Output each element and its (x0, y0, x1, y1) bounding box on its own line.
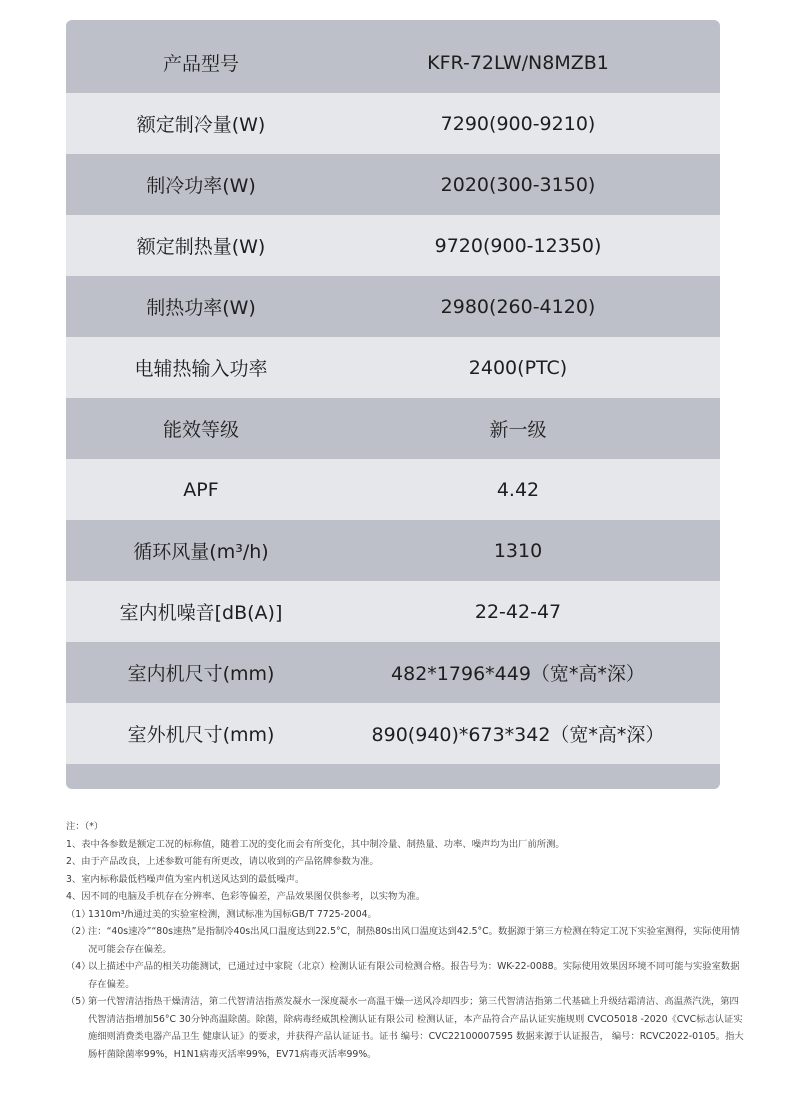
note-text: 第一代智清洁指热干燥清洁，第二代智清洁指蒸发凝水一深度凝水一高温干燥一送风冷却四步；第三代智清洁指第二代基础上升级结霜清洁、高温蒸汽洗，第四代智清洁指增加56°C 30分钟高温除菌。除菌，除病毒经威凯检测认证有限公司 检测认证，本产品符合产品认证实施规则 CVCO5018 -2020《CVC标志认证实施细则消费类电器产品卫生 健康认证》的要求，并获得产品认证证书。证书 编号：CVC22100007595 数据来源于认证报告， 编号：RCVC2022-0105。指大肠杆菌除菌率99%，H1N1病毒灭活率99%，EV71病毒灭活率99%。 (88, 996, 744, 1060)
spec-row-heating-power (66, 276, 720, 337)
spec-row-cooling-capacity (66, 93, 720, 154)
note-sub-item (66, 958, 746, 993)
spec-label: 电辅热输入功率 (134, 358, 268, 380)
spec-row-model (66, 32, 720, 93)
spec-label: 室内机尺寸(mm) (127, 663, 275, 685)
spec-label: 额定制热量(W) (136, 236, 266, 258)
spec-value: 4.42 (496, 478, 540, 501)
spec-row-indoor-noise (66, 581, 720, 642)
note-number: 2、 (66, 856, 82, 867)
spec-label: 额定制冷量(W) (136, 114, 266, 136)
spec-label: 制冷功率(W) (146, 175, 256, 197)
note-text: 1310m³/h通过美的实验室检测，测试标准为国标GB/T 7725-2004。 (88, 908, 377, 920)
spec-value: 7290(900-9210) (440, 112, 596, 135)
notes-header-text: 注：（*） (66, 821, 104, 832)
spec-row-aux-heater (66, 337, 720, 398)
spec-label: 循环风量(m³/h) (133, 541, 269, 563)
spec-value: 2980(260-4120) (440, 295, 596, 318)
spec-value: 482*1796*449（宽*高*深） (391, 663, 645, 685)
spec-value: 9720(900-12350) (434, 234, 602, 257)
note-number: 4、 (66, 891, 82, 902)
spec-label: 室内机噪音[dB(A)] (119, 602, 283, 624)
spec-label: 产品型号 (162, 53, 239, 75)
note-sub-item (66, 993, 746, 1063)
note-item (66, 853, 746, 871)
note-item (66, 836, 746, 854)
note-number: （2） (66, 926, 91, 937)
notes-header (66, 818, 746, 836)
note-text: 注：“40s速冷”“80s速热”是指制冷40s出风口温度达到22.5°C，制热80s出风口温度达到42.5°C。数据源于第三方检测在特定工况下实验室测得，实际使用情况可能会存在偏差。 (88, 926, 740, 955)
spec-row-efficiency-grade (66, 398, 720, 459)
note-item (66, 888, 746, 906)
spec-value: 890(940)*673*342（宽*高*深） (371, 724, 665, 746)
spec-label: 制热功率(W) (146, 297, 256, 319)
note-number: （1） (66, 908, 91, 920)
spec-value: 2020(300-3150) (440, 173, 596, 196)
spec-label: 室外机尺寸(mm) (127, 724, 275, 746)
note-text: 因不同的电脑及手机存在分辨率、色彩等偏差，产品效果图仅供参考，以实物为准。 (81, 891, 426, 902)
note-number: 3、 (66, 873, 82, 885)
note-sub-item (66, 923, 746, 958)
note-text: 由于产品改良，上述参数可能有所更改，请以收到的产品铭牌参数为准。 (81, 856, 379, 867)
note-text: 室内标称最低档噪声值为室内机送风达到的最低噪声。 (81, 873, 305, 885)
spec-row-airflow (66, 520, 720, 581)
spec-row-apf (66, 459, 720, 520)
spec-row-indoor-size (66, 642, 720, 703)
spec-table (66, 20, 720, 789)
note-number: （4） (66, 961, 91, 972)
note-text: 表中各参数是额定工况的标称值，随着工况的变化而会有所变化，其中制冷量、制热量、功率、噪声均为出厂前所测。 (81, 838, 565, 850)
spec-value: 新一级 (489, 419, 547, 441)
spec-row-outdoor-size (66, 703, 720, 764)
spec-row-heating-capacity (66, 215, 720, 276)
spec-label: 能效等级 (162, 419, 239, 441)
spec-label: APF (183, 478, 219, 501)
note-number: 1、 (66, 838, 82, 850)
note-number: （5） (66, 996, 91, 1007)
spec-value: 22-42-47 (474, 600, 562, 623)
spec-value: 2400(PTC) (468, 356, 568, 379)
spec-value: KFR-72LW/N8MZB1 (427, 51, 609, 74)
spec-row-cooling-power (66, 154, 720, 215)
note-sub-item (66, 906, 746, 924)
note-text: 以上描述中产品的相关功能测试，已通过过中家院（北京）检测认证有限公司检测合格。报告号为：WK-22-0088。实际使用效果因环境不同可能与实验室数据存在偏差。 (88, 961, 740, 990)
spec-value: 1310 (493, 539, 543, 562)
notes-section (66, 818, 746, 1063)
note-item (66, 871, 746, 889)
